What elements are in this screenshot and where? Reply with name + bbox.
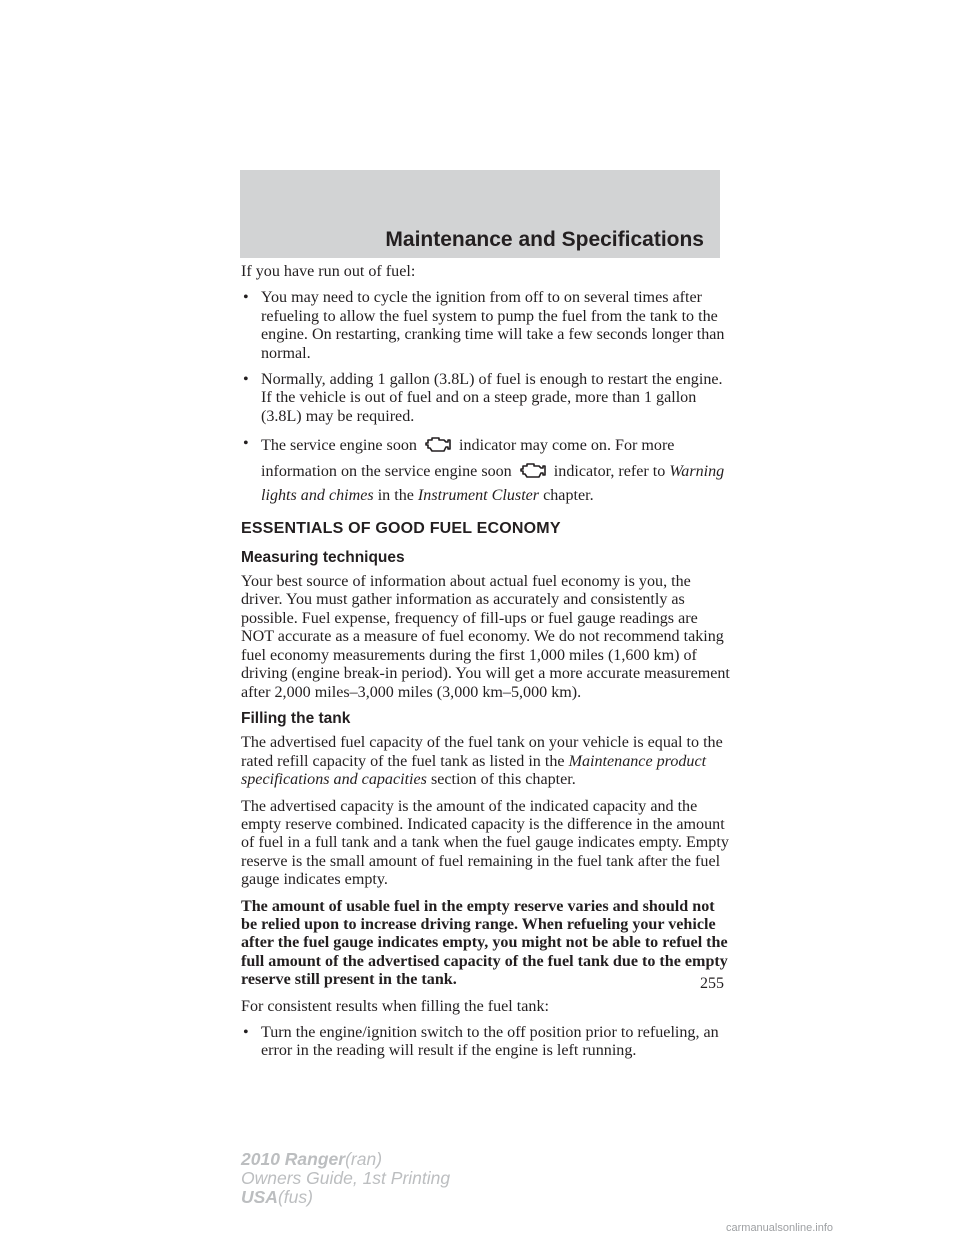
footer-model: 2010 Ranger [241,1149,346,1169]
paragraph [241,734,731,789]
bullet-item [241,289,731,363]
section-title: Maintenance and Specifications [385,228,704,251]
engine-icon [423,434,453,460]
footer-edition: Owners Guide, 1st Printing [241,1168,451,1188]
bullet-text: Turn the engine/ignition switch to the off position prior to refueling, an error in the reading will result if the engine is left running. [261,1024,719,1060]
intro-text: If you have run out of fuel: [241,263,416,280]
cross-reference: Instrument Cluster [417,487,540,505]
bullet-marker: • [243,1024,249,1041]
footer-market-code: (fus) [277,1187,313,1207]
engine-icon [518,460,548,486]
bullet-item [241,371,731,426]
watermark: carmanualsonline.info [726,1222,834,1234]
paragraph: The advertised capacity is the amount of the indicated capacity and the empty reserve combined. Indicated capacity is the difference in the amount of fuel in a full tank and a tank when the fuel gauge indicates empty. Empty reserve is the small amount of fuel remaining in the fuel tank after the fuel gauge indicates empty. [241,797,729,889]
paragraph-text: The advertised fuel capacity of the fuel tank on your vehicle is equal to the rated refill capacity of the fuel tank as listed in the [241,734,723,770]
bullet-marker: • [243,289,249,307]
bullet-marker: • [243,435,249,453]
paragraph-text: section of this chapter. [430,771,576,789]
bullet-marker: • [243,371,249,389]
section-heading: ESSENTIALS OF GOOD FUEL ECONOMY [241,520,561,538]
bullet-text: You may need to cycle the ignition from off to on several times after refueling to allow the fuel system to pump the fuel from the tank to the engine. On restarting, cranking time will take a few seconds longer than normal. [261,289,725,362]
cross-reference: Warning lights and chimes [261,463,725,505]
bullet-item [241,1024,731,1061]
subsection-heading: Filling the tank [241,709,351,727]
subsection-heading: Measuring techniques [241,548,405,566]
section-header-band [240,170,720,258]
bullet-text: The service engine soon [261,437,417,455]
bullet-text: indicator, refer to [553,463,666,481]
footer-market: USA [241,1187,278,1207]
footer-model-code: (ran) [345,1149,383,1169]
bullet-text: Normally, adding 1 gallon (3.8L) of fuel is enough to restart the engine. If the vehicle is out of fuel and on a steep grade, more than 1 gallon (3.8L) may be required. [261,371,723,425]
bullet-item-indicator [241,434,731,506]
footer-imprint [241,1150,450,1207]
cross-reference: Maintenance product specifications and capacities [241,752,707,789]
page-number: 255 [700,975,724,992]
bullet-text: chapter. [543,487,594,505]
warning-paragraph: The amount of usable fuel in the empty reserve varies and should not be relied upon to increase driving range. When refueling your vehicle after the fuel gauge indicates empty, you might not be able to refuel the full amount of the advertised capacity of the fuel tank due to the empty reserve still present in the tank. [241,897,728,989]
bullet-text: in the [377,487,414,505]
page-content [241,263,731,1069]
paragraph: For consistent results when filling the fuel tank: [241,997,549,1015]
paragraph: Your best source of information about actual fuel economy is you, the driver. You must gather information as accurately and consistently as possible. Fuel expense, frequency of fill-ups or fuel gauge readings are NOT accurate as a measure of fuel economy. We do not recommend taking fuel economy measurements during the first 1,000 miles (1,600 km) of driving (engine break-in period). You will get a more accurate measurement after 2,000 miles–3,000 miles (3,000 km–5,000 km). [241,573,730,701]
bullet-text: indicator may come on. For more information on the service engine soon [261,437,675,481]
